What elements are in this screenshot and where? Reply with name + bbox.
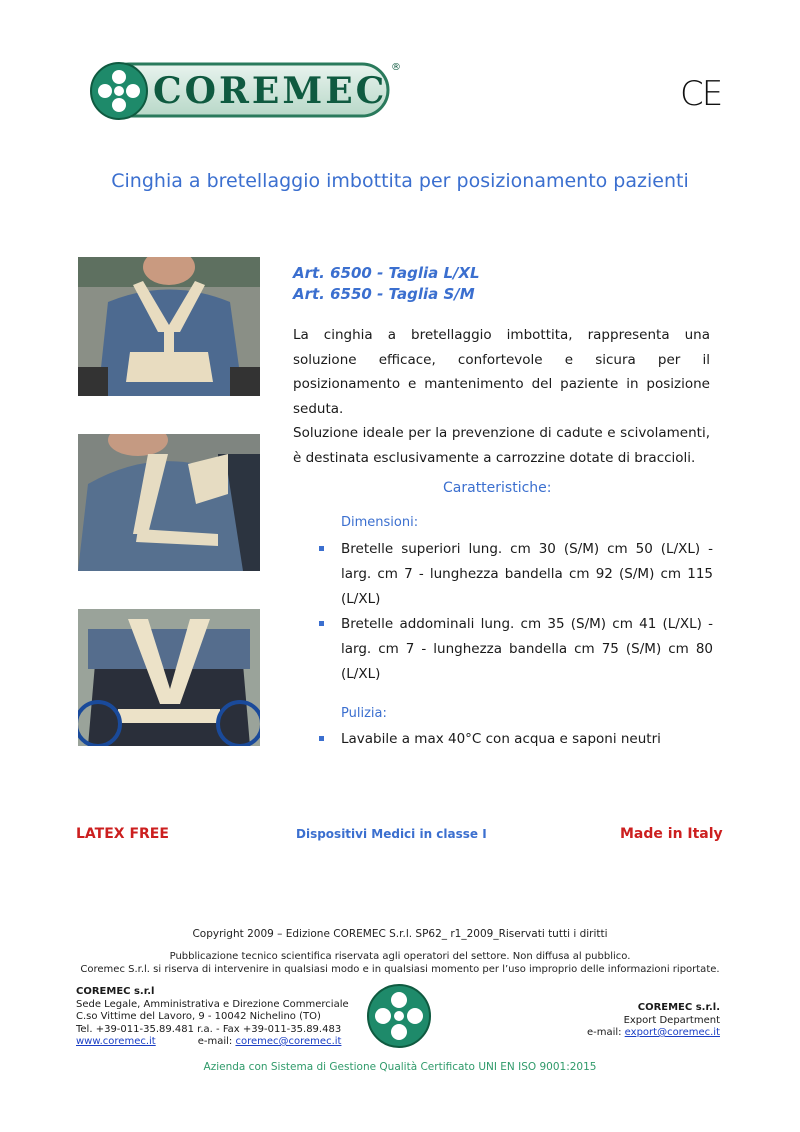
description-paragraph-1: La cinghia a bretellaggio imbottita, rappresenta una soluzione efficace, confortevole e sicura per il posizionamento e mantenimento del paziente in posizione seduta.: [293, 327, 710, 417]
cleaning-list: [315, 727, 713, 752]
document-title: Cinghia a bretellaggio imbottita per posizionamento pazienti: [111, 170, 689, 192]
company-phone-fax: Tel. +39-011-35.89.481 r.a. - Fax +39-011-35.89.483: [76, 1023, 342, 1035]
bullet-icon: [319, 621, 324, 626]
disclaimer-note: Coremec S.r.l. si riserva di intervenire in qualsiasi modo e in qualsiasi momento per l’uso improprio delle informazioni riportate.: [80, 964, 720, 975]
email-label: e-mail:: [197, 1036, 236, 1047]
description-paragraph-2: Soluzione ideale per la prevenzione di cadute e scivolamenti, è destinata esclusivamente a carrozzine dotate di braccioli.: [293, 425, 710, 466]
export-company-name: COREMEC s.r.l.: [637, 1002, 720, 1013]
made-in-italy-badge: Made in Italy: [620, 826, 723, 842]
product-photo-front: [78, 257, 260, 396]
list-item: Bretelle addominali lung. cm 35 (S/M) cm 41 (L/XL) - larg. cm 7 - lunghezza bandella cm 75 (S/M) cm 80 (L/XL): [315, 612, 713, 687]
product-photo-side: [78, 434, 260, 571]
list-item: Lavabile a max 40°C con acqua e saponi neutri: [315, 727, 713, 752]
publication-note: Pubblicazione tecnico scientifica riservata agli operatori del settore. Non diffusa al pubblico.: [169, 951, 631, 962]
export-email-label: e-mail:: [586, 1027, 625, 1038]
product-photo-wheelchair: [78, 609, 260, 746]
website-link[interactable]: www.coremec.it: [76, 1036, 156, 1047]
email-link[interactable]: coremec@coremec.it: [235, 1036, 342, 1047]
dimensions-heading: Dimensioni:: [341, 515, 419, 530]
export-email-link[interactable]: export@coremec.it: [624, 1027, 720, 1038]
company-web-row: [76, 1036, 349, 1049]
company-address: C.so Vittime del Lavoro, 9 - 10042 Nichelino (TO): [76, 1011, 321, 1022]
copyright-notice: Copyright 2009 – Edizione COREMEC S.r.l. SP62_ r1_2009_Riservati tutti i diritti: [192, 928, 608, 940]
cleaning-heading: Pulizia:: [341, 706, 387, 721]
logo-wordmark: COREMEC: [153, 70, 388, 112]
company-name: COREMEC s.r.l: [76, 986, 155, 997]
product-description: [293, 323, 710, 470]
latex-free-badge: LATEX FREE: [76, 826, 169, 842]
article-6500: Art. 6500 - Taglia L/XL: [293, 264, 480, 282]
company-headquarters: Sede Legale, Amministrativa e Direzione Commerciale: [76, 998, 349, 1010]
export-email-row: [520, 1027, 720, 1040]
export-department-block: [520, 1002, 720, 1040]
bullet-icon: [319, 736, 324, 741]
company-address-block: [76, 986, 349, 1049]
coremec-logo: [85, 58, 405, 126]
coremec-emblem-icon: [366, 983, 432, 1049]
quality-certification: Azienda con Sistema di Gestione Qualità Certificato UNI EN ISO 9001:2015: [203, 1061, 597, 1073]
bullet-icon: [319, 546, 324, 551]
features-heading: Caratteristiche:: [443, 480, 552, 496]
registered-mark: ®: [391, 62, 401, 73]
medical-class-badge: Dispositivi Medici in classe I: [296, 827, 487, 841]
dimensions-list: [315, 537, 713, 687]
export-department: Export Department: [623, 1014, 720, 1026]
list-item: Bretelle superiori lung. cm 30 (S/M) cm 50 (L/XL) - larg. cm 7 - lunghezza bandella cm 92 (S/M) cm 115 (L/XL): [315, 537, 713, 612]
ce-mark: CE: [680, 74, 722, 114]
article-6550: Art. 6550 - Taglia S/M: [293, 285, 475, 303]
